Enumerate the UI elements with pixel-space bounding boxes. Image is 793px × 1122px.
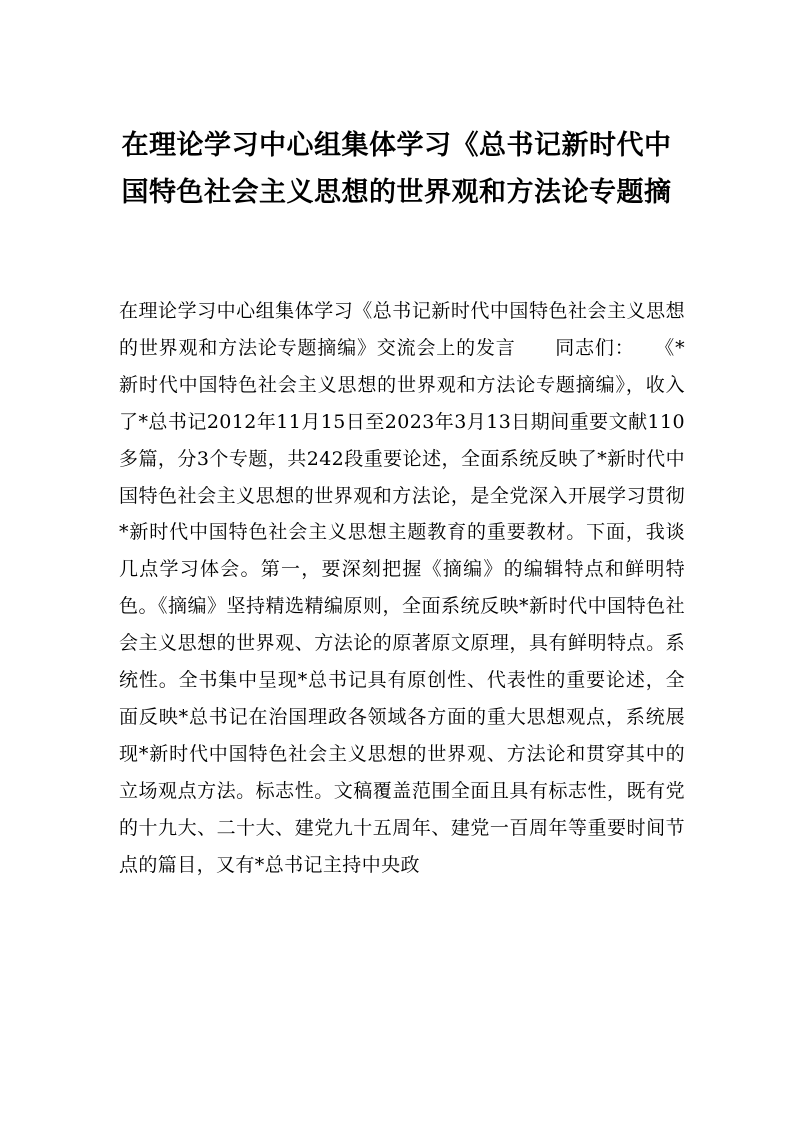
document-title: 在理论学习中心组集体学习《总书记新时代中国特色社会主义思想的世界观和方法论专题摘 (121, 130, 672, 208)
document-body-paragraph: 在理论学习中心组集体学习《总书记新时代中国特色社会主义思想的世界观和方法论专题摘编》交流会上的发言 同志们： 《*新时代中国特色社会主义思想的世界观和方法论专题摘编》，收入了*总书记2012年11月15日至2023年3月13日期间重要文献110多篇，分3个专题，共242段重要论述，全面系统反映了*新时代中国特色社会主义思想的世界观和方法论，是全党深入开展学习贯彻*新时代中国特色社会主义思想主题教育的重要教材。下面，我谈几点学习体会。第一，要深刻把握《摘编》的编辑特点和鲜明特色。《摘编》坚持精选精编原则，全面系统反映*新时代中国特色社会主义思想的世界观、方法论的原著原文原理，具有鲜明特点。系统性。全书集中呈现*总书记具有原创性、代表性的重要论述，全面反映*总书记在治国理政各领域各方面的重大思想观点，系统展现*新时代中国特色社会主义思想的世界观、方法论和贯穿其中的立场观点方法。标志性。文稿覆盖范围全面且具有标志性，既有党的十九大、二十大、建党九十五周年、建党一百周年等重要时间节点的篇目，又有*总书记主持中央政 (119, 300, 685, 876)
